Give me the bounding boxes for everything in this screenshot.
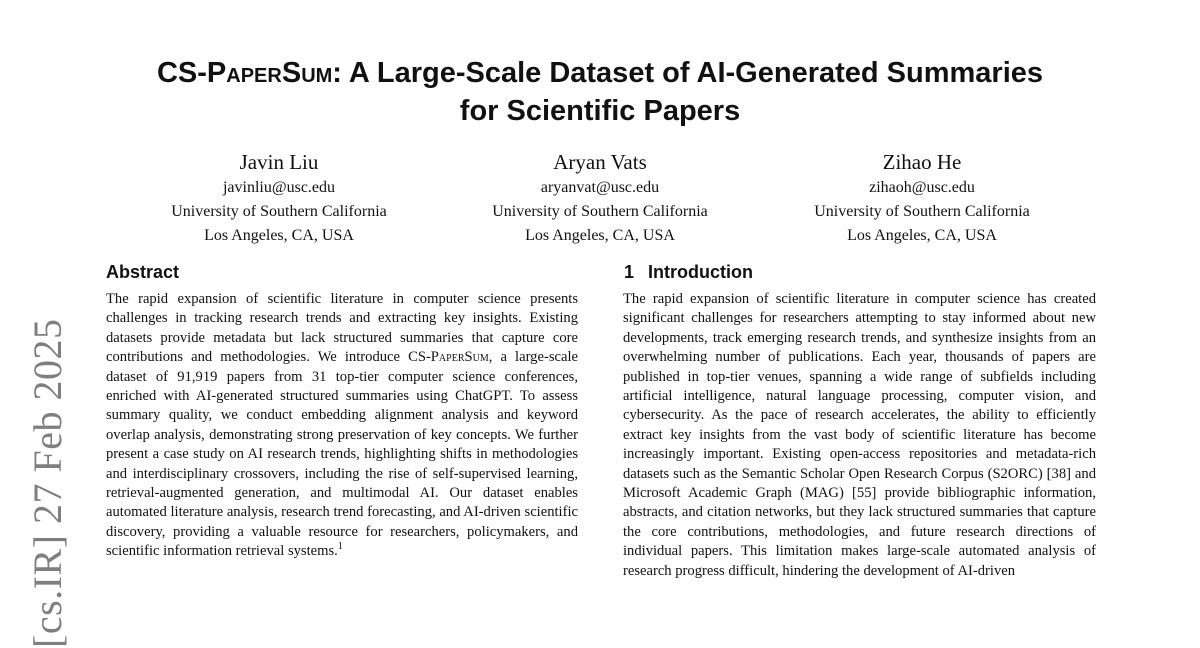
arxiv-identifier-stamp: [cs.IR] 27 Feb 2025	[25, 318, 70, 648]
author-email: javinliu@usc.edu	[222, 179, 336, 196]
author-affiliation: University of Southern California	[492, 203, 708, 220]
author-name: Javin Liu	[239, 150, 319, 174]
title-line-2: for Scientific Papers	[459, 95, 741, 127]
footnote-marker: 1	[337, 541, 343, 553]
author-email: zihaoh@usc.edu	[869, 179, 975, 196]
introduction-heading	[624, 261, 753, 283]
author-name: Aryan Vats	[553, 150, 647, 174]
title-line-1: CS-PaperSum: A Large-Scale Dataset of AI-Generated Summaries	[156, 57, 1044, 89]
abstract-heading: Abstract	[106, 262, 180, 282]
author-location: Los Angeles, CA, USA	[847, 227, 997, 244]
author-affiliation: University of Southern California	[814, 203, 1030, 220]
author-card	[119, 148, 439, 248]
author-card	[762, 148, 1082, 248]
author-affiliation: University of Southern California	[171, 203, 387, 220]
paper-title	[60, 54, 1140, 130]
abstract-body: The rapid expansion of scientific literature in computer science presents challenges in tracking research trends and extracting key insights. Existing datasets provide metadata but lack structured summaries that capture core contributions and methodologies. We introduce CS-PaperSum, a large-scale dataset of 91,919 papers from 31 top-tier computer science conferences, enriched with AI-generated structured summaries using ChatGPT. To assess summary quality, we conduct embedding alignment analysis and keyword overlap analysis, demonstrating strong preservation of key concepts. We further present a case study on AI research trends, highlighting shifts in methodologies and interdisciplinary crossovers, including the rise of self-supervised learning, retrieval-augmented generation, and multimodal AI. Our dataset enables automated literature analysis, research trend forecasting, and AI-driven scientific discovery, providing a valuable resource for researchers, policymakers, and scientific information retrieval systems.$^1$	[106, 291, 578, 560]
author-name: Zihao He	[882, 150, 962, 174]
author-location: Los Angeles, CA, USA	[525, 227, 675, 244]
author-card	[440, 148, 760, 248]
author-email: aryanvat@usc.edu	[540, 179, 660, 196]
author-location: Los Angeles, CA, USA	[204, 227, 354, 244]
introduction-body: The rapid expansion of scientific literature in computer science has created significant challenges for researchers attempting to stay informed about new developments, track emerging research trends, and synthesize insights from an overwhelming number of publications. Each year, thousands of papers are published in top-tier venues, spanning a wide range of subfields including artificial intelligence, natural language processing, computer vision, and cybersecurity. As the pace of research accelerates, the ability to efficiently extract key insights from the vast body of scientific literature has become increasingly important. Existing open-access repositories and metadata-rich datasets such as the Semantic Scholar Open Research Corpus (S2ORC) [38] and Microsoft Academic Graph (MAG) [55] provide bibliographic information, abstracts, and citation networks, but they lack structured summaries that capture the core contributions, methodologies, and future research directions of individual papers. This limitation makes large-scale automated analysis of research progress difficult, hindering the development of AI-driven	[623, 291, 1096, 579]
section-title: Introduction	[648, 262, 753, 282]
section-number: 1	[624, 262, 635, 282]
